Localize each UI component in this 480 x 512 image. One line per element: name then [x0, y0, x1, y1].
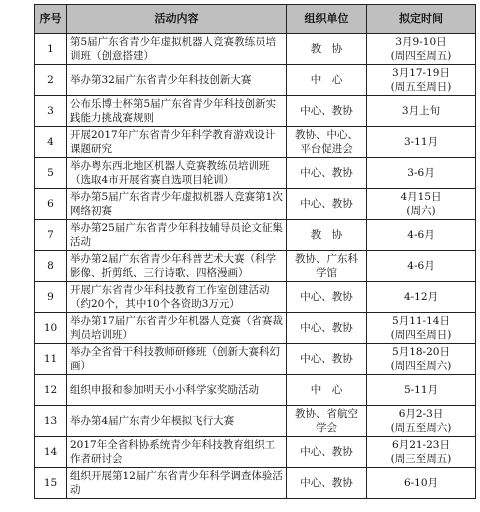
row-content-cell: 举办第4届广东青少年模拟飞行大赛 [67, 406, 287, 437]
row-serial-cell: 12 [35, 375, 67, 406]
table-row [35, 34, 476, 65]
row-content-cell: 举办第17届广东省青少年机器人竞赛（省赛裁判员培训班） [67, 313, 287, 344]
table-row [35, 189, 476, 220]
table-row [35, 96, 476, 127]
row-serial-cell: 8 [35, 251, 67, 282]
row-content-cell: 组织开展第12届广东省青少年科学调查体验活动 [67, 468, 287, 499]
header-date: 拟定时间 [367, 5, 476, 34]
row-serial-cell: 9 [35, 282, 67, 313]
row-content-cell: 开展广东省青少年科技教育工作室创建活动（约20个，其中10个各资助3万元） [67, 282, 287, 313]
row-serial-cell: 14 [35, 437, 67, 468]
row-organizer-cell: 中 心 [287, 375, 367, 406]
row-organizer-cell: 中心、教协 [287, 189, 367, 220]
row-serial-cell: 3 [35, 96, 67, 127]
schedule-document [34, 4, 475, 499]
row-date-cell: 5月11-14日 (周四至周日) [367, 313, 476, 344]
activity-schedule-table [34, 4, 476, 499]
row-serial-cell: 15 [35, 468, 67, 499]
table-row [35, 65, 476, 96]
row-organizer-cell: 中 心 [287, 65, 367, 96]
row-organizer-cell: 教协、省航空学会 [287, 406, 367, 437]
table-row [35, 158, 476, 189]
row-serial-cell: 1 [35, 34, 67, 65]
row-content-cell: 举办第32届广东省青少年科技创新大赛 [67, 65, 287, 96]
table-row [35, 313, 476, 344]
row-content-cell: 举办第2届广东省青少年科普艺术大赛（科学影像、折剪纸、三行诗歌、四格漫画） [67, 251, 287, 282]
row-serial-cell: 4 [35, 127, 67, 158]
header-organizer: 组织单位 [287, 5, 367, 34]
row-date-cell: 6-10月 [367, 468, 476, 499]
row-organizer-cell: 中心、教协 [287, 313, 367, 344]
row-date-cell: 6月21-23日 (周三至周五) [367, 437, 476, 468]
row-date-cell: 3月17-19日 (周五至周日) [367, 65, 476, 96]
table-header-row [35, 5, 476, 34]
table-row [35, 344, 476, 375]
row-content-cell: 举办第5届广东省青少年虚拟机器人竞赛第1次网络初赛 [67, 189, 287, 220]
row-date-cell: 4月15日 (周六) [367, 189, 476, 220]
row-content-cell: 开展2017年广东省青少年科学教育游戏设计课题研究 [67, 127, 287, 158]
row-date-cell: 3-6月 [367, 158, 476, 189]
row-serial-cell: 7 [35, 220, 67, 251]
table-row [35, 375, 476, 406]
row-date-cell: 5-11月 [367, 375, 476, 406]
table-row [35, 437, 476, 468]
table-row [35, 282, 476, 313]
row-serial-cell: 5 [35, 158, 67, 189]
header-content: 活动内容 [67, 5, 287, 34]
table-row [35, 127, 476, 158]
row-serial-cell: 11 [35, 344, 67, 375]
table-row [35, 406, 476, 437]
row-content-cell: 举办全省骨干科技教师研修班（创新大赛科幻画） [67, 344, 287, 375]
row-date-cell: 4-6月 [367, 220, 476, 251]
row-date-cell: 4-12月 [367, 282, 476, 313]
table-row [35, 468, 476, 499]
table-row [35, 220, 476, 251]
row-date-cell: 3月9-10日 (周四至周五) [367, 34, 476, 65]
row-organizer-cell: 中心、教协 [287, 344, 367, 375]
row-content-cell: 举办第25届广东省青少年科技辅导员论文征集活动 [67, 220, 287, 251]
row-organizer-cell: 教协、广东科学馆 [287, 251, 367, 282]
row-serial-cell: 2 [35, 65, 67, 96]
row-serial-cell: 10 [35, 313, 67, 344]
row-content-cell: 2017年全省科协系统青少年科技教育组织工作者研讨会 [67, 437, 287, 468]
row-serial-cell: 6 [35, 189, 67, 220]
row-date-cell: 5月18-20日 (周四至周六) [367, 344, 476, 375]
row-organizer-cell: 中心、教协 [287, 282, 367, 313]
row-organizer-cell: 教 协 [287, 34, 367, 65]
row-organizer-cell: 教 协 [287, 220, 367, 251]
row-date-cell: 3月上旬 [367, 96, 476, 127]
row-organizer-cell: 中心、教协 [287, 96, 367, 127]
header-serial: 序号 [35, 5, 67, 34]
row-date-cell: 3-11月 [367, 127, 476, 158]
row-organizer-cell: 中心、教协 [287, 158, 367, 189]
row-content-cell: 公布乐博士杯第5届广东省青少年科技创新实践能力挑战赛规则 [67, 96, 287, 127]
row-content-cell: 第5届广东省青少年虚拟机器人竞赛教练员培训班（创意搭建） [67, 34, 287, 65]
row-organizer-cell: 中心、教协 [287, 437, 367, 468]
row-organizer-cell: 中心、教协 [287, 468, 367, 499]
row-content-cell: 组织申报和参加明天小小科学家奖励活动 [67, 375, 287, 406]
row-organizer-cell: 教协、中心、平台促进会 [287, 127, 367, 158]
row-date-cell: 4-6月 [367, 251, 476, 282]
table-row [35, 251, 476, 282]
row-serial-cell: 13 [35, 406, 67, 437]
row-content-cell: 举办粤东西北地区机器人竞赛教练员培训班（选取4市开展省赛自选项目轮训） [67, 158, 287, 189]
row-date-cell: 6月2-3日 (周五至周六) [367, 406, 476, 437]
